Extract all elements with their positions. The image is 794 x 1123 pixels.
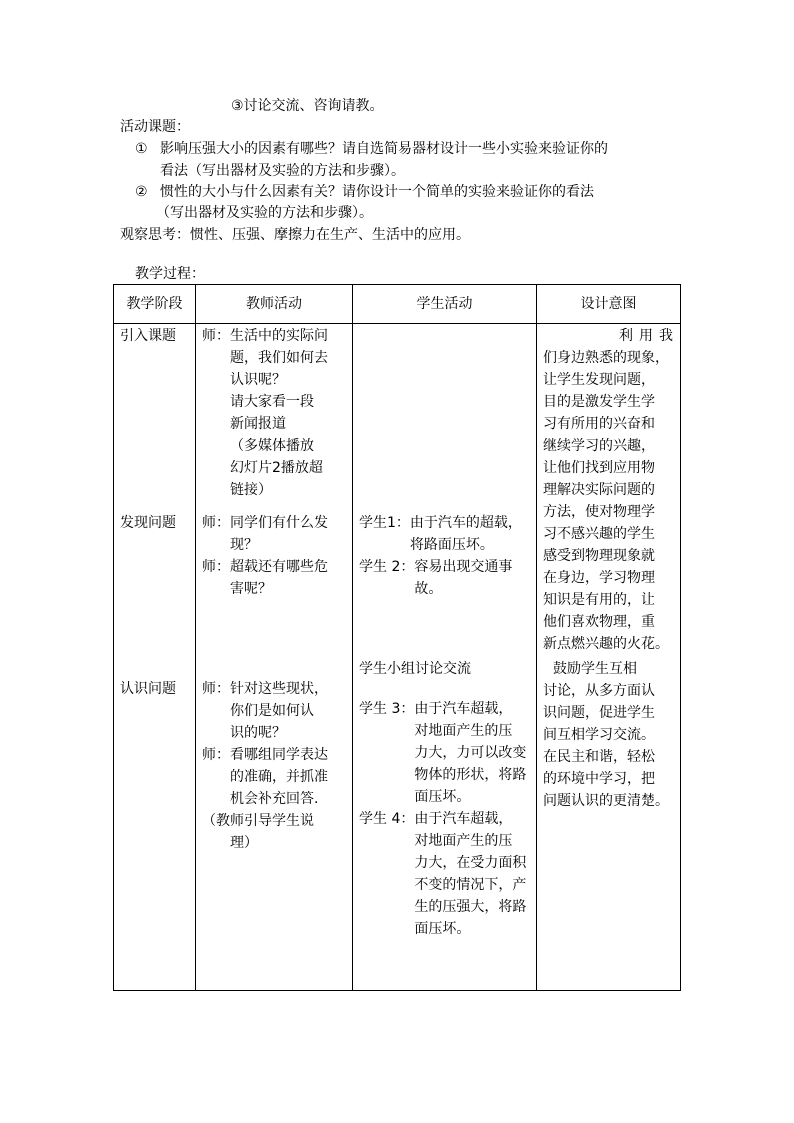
teacher-line: 认识呢？ [230, 372, 286, 388]
intent-line: 识问题，促进学生 [543, 705, 655, 721]
student-line: 面压坏。 [414, 789, 471, 805]
teacher-line: 请大家看一段 [230, 394, 314, 410]
student-prefix: 学生1： [359, 515, 410, 531]
intent-line: 目的是激发学生学 [543, 394, 655, 410]
process-title: 教学过程： [135, 266, 205, 282]
header-stage: 教学阶段 [126, 296, 183, 312]
intent-line: 间互相学习交流。 [543, 727, 655, 743]
intent-line: 新点燃兴趣的火花。 [543, 636, 669, 652]
student-prefix: 学生 4： [359, 811, 415, 827]
teacher-line: 生活中的实际问 [230, 328, 328, 344]
teacher-prefix: 师： [202, 747, 230, 763]
intent-line: 理解决实际问题的 [543, 482, 655, 498]
header-student: 学生活动 [416, 296, 473, 312]
student-line: 对地面产生的压 [414, 833, 513, 849]
teacher-line: 的准确，并抓准 [230, 769, 328, 785]
teacher-prefix: 师： [202, 328, 230, 344]
item-1-line-1: 影响压强大小的因素有哪些？请自选简易器材设计一些小实验来验证你的 [160, 141, 608, 157]
intent-line: 讨论，从多方面认 [543, 683, 655, 699]
teacher-line: 同学们有什么发 [230, 515, 328, 531]
student-group-discussion: 学生小组讨论交流 [359, 661, 471, 677]
teacher-line: 你们是如何认 [230, 703, 314, 719]
teacher-line: 幻灯片2播放超 [230, 460, 323, 476]
header-teacher: 教师活动 [246, 296, 302, 312]
student-prefix: 学生 3： [359, 701, 415, 717]
intent-line: 习有所用的兴奋和 [543, 416, 655, 432]
student-block-2 [359, 698, 535, 940]
intent-line: 利用我 [619, 328, 679, 344]
teacher-block-2 [202, 512, 350, 600]
intent-block-1 [543, 325, 679, 655]
intent-line: 让他们找到应用物 [543, 460, 655, 476]
teacher-line: 识的呢？ [230, 725, 286, 741]
intent-line: 让学生发现问题， [543, 372, 655, 388]
intent-line: 习不感兴趣的学生 [543, 526, 655, 542]
intent-line: 在民主和谐，轻松 [543, 749, 655, 765]
student-line: 力大，在受力面积 [414, 855, 527, 871]
item-2-line-2: （写出器材及实验的方法和步骤）。 [156, 205, 373, 221]
student-line: 由于汽车的超载， [409, 515, 522, 531]
header-intent: 设计意图 [580, 296, 637, 312]
intent-line: 继续学习的兴趣， [543, 438, 655, 454]
student-line: 将路面压坏。 [409, 537, 494, 553]
teacher-line: 新闻报道 [230, 416, 286, 432]
item-2-line-1: 惯性的大小与什么因素有关？请你设计一个简单的实验来验证你的看法 [160, 184, 594, 200]
teacher-prefix: 师： [202, 681, 230, 697]
teacher-line: （多媒体播放 [230, 438, 314, 454]
observe-text: 观察思考：惯性、压强、摩擦力在生产、生活中的应用。 [120, 227, 470, 243]
intent-line: 感受到物理现象就 [543, 548, 655, 564]
column-divider [536, 285, 537, 990]
teacher-line: 机会补充回答. [230, 791, 319, 807]
activity-title: 活动课题： [120, 119, 190, 135]
intent-line: 的环境中学习，把 [543, 771, 655, 787]
header-divider [114, 323, 680, 324]
intent-line: 他们喜欢物理，重 [543, 614, 655, 630]
intent-block-2 [543, 658, 679, 812]
teacher-line: 看哪组同学表达 [230, 747, 328, 763]
intent-line: 方法，使对物理学 [543, 504, 655, 520]
intent-line: 们身边熟悉的现象， [543, 350, 669, 366]
teacher-line: 现？ [230, 537, 258, 553]
teacher-block-3 [202, 678, 350, 854]
teacher-line: 超载还有哪些危 [230, 559, 328, 575]
student-line: 容易出现交通事 [414, 559, 513, 575]
student-line: 力大，力可以改变 [414, 745, 527, 761]
student-line: 不变的情况下，产 [414, 877, 527, 893]
student-line: 物体的形状，将路 [414, 767, 527, 783]
intent-line: 鼓励学生互相 [553, 661, 637, 677]
item-1-line-2: 看法（写出器材及实验的方法和步骤）。 [160, 163, 405, 179]
intent-line: 在身边，学习物理 [543, 570, 655, 586]
student-line: 生的压强大，将路 [414, 899, 527, 915]
stage-introduce: 引入课题 [120, 328, 176, 344]
stage-understand: 认识问题 [120, 681, 176, 697]
teacher-prefix: 师： [202, 515, 230, 531]
student-block-1 [359, 512, 535, 600]
teacher-line: 害呢？ [230, 581, 272, 597]
intent-line: 问题认识的更清楚。 [543, 793, 669, 809]
teacher-note-line: 理） [230, 835, 258, 851]
student-prefix: 学生 2： [359, 559, 415, 575]
teaching-process-table [113, 284, 681, 991]
stage-discover: 发现问题 [120, 515, 176, 531]
step-3-text: ③讨论交流、咨询请教。 [231, 98, 384, 114]
teacher-line: 链接） [230, 482, 272, 498]
student-line: 面压坏。 [414, 921, 471, 937]
student-line: 对地面产生的压 [414, 723, 513, 739]
teacher-line: 针对这些现状， [230, 681, 328, 697]
teacher-line: 题，我们如何去 [230, 350, 328, 366]
intent-line: 知识是有用的，让 [543, 592, 655, 608]
student-line: 由于汽车超载， [414, 811, 513, 827]
teacher-block-1 [202, 325, 350, 501]
student-line: 由于汽车超载， [414, 701, 513, 717]
student-line: 故。 [414, 581, 443, 597]
teacher-note-line: （教师引导学生说 [202, 813, 314, 829]
teacher-prefix: 师： [202, 559, 230, 575]
column-divider [195, 285, 196, 990]
item-1-number: ① [135, 141, 148, 157]
column-divider [352, 285, 353, 990]
item-2-number: ② [135, 184, 148, 200]
